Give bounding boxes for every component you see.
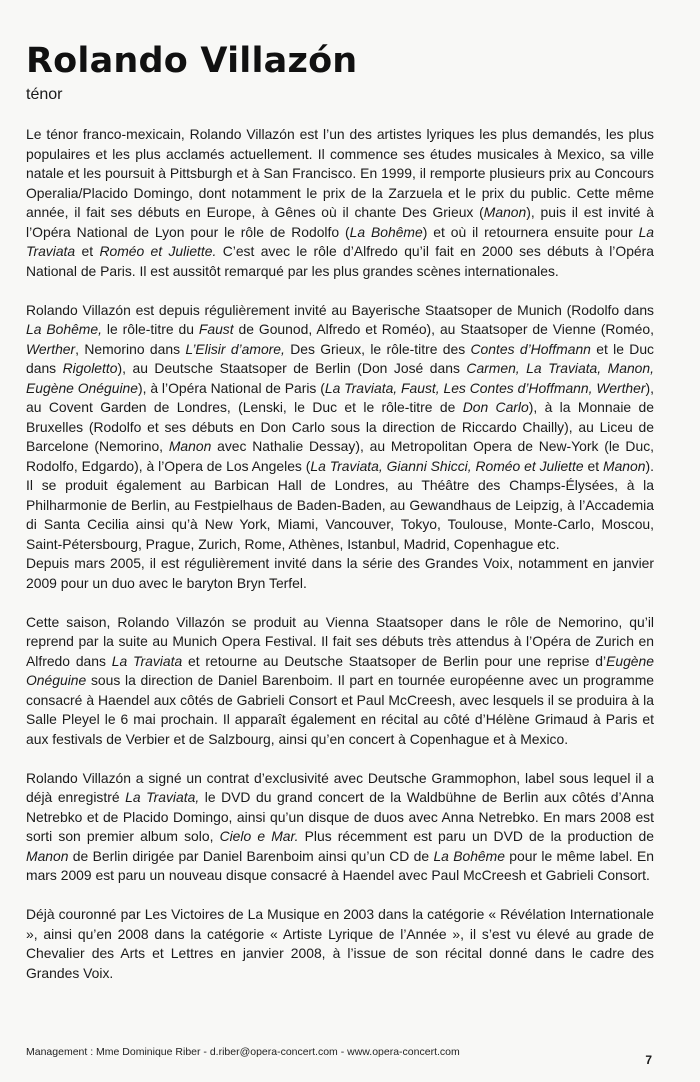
biography-page	[26, 40, 654, 1003]
text-run: et	[583, 457, 604, 474]
italic-title: Cielo e Mar.	[219, 828, 299, 844]
text-run: ), à l’Opéra National de Paris (	[138, 379, 325, 396]
italic-title: La Traviata	[26, 223, 655, 259]
biography-text	[26, 125, 654, 983]
text-run: avec Nathalie Dessay), au Metropolitan Opera de New-York (le Duc, Rodolfo, Edgardo), à l’Opera de Los Angeles (	[26, 438, 654, 474]
text-run: et le Duc dans	[26, 340, 655, 376]
italic-title: Faust	[198, 321, 234, 337]
text-run: Depuis mars 2005, il est régulièrement invité dans la série des Grandes Voix, notamment en janvier 2009 pour un duo avec le baryton Bryn Terfel.	[26, 555, 654, 591]
text-run: le DVD du grand concert de la Waldbühne de Berlin aux côtés d’Anna Netrebko et de Placido Domingo, ainsi qu’un disque de duos avec Anna Netrebko. En mars 2008 est sorti son premier album solo,	[26, 789, 654, 844]
italic-title: La Traviata,	[125, 789, 200, 805]
text-run: Plus récemment est paru un DVD de la production de	[298, 828, 654, 844]
bio-paragraph-4	[26, 613, 654, 750]
italic-title: La Bohême	[433, 847, 505, 864]
page-number: 7	[645, 1053, 652, 1067]
italic-title: La Bohême	[349, 223, 423, 240]
italic-title: Roméo et Juliette.	[99, 243, 217, 259]
bio-paragraph-3	[26, 554, 654, 593]
italic-title: Rigoletto	[62, 360, 118, 376]
text-run: Déjà couronné par Les Victoires de La Musique en 2003 dans la catégorie « Révélation Internationale », ainsi qu’en 2008 dans la catégorie « Artiste Lyrique de l’Année », il s’est vu élevé au grade de Chevalier des Arts et Lettres en janvier 2008, à l’issue de son récital donné dans le cadre des Grandes Voix.	[26, 906, 654, 981]
text-run: Rolando Villazón a signé un contrat d’exclusivité avec Deutsche Grammophon, label sous lequel il a déjà enregistré	[26, 769, 654, 805]
text-run: ), au Deutsche Staatsoper de Berlin (Don José dans	[117, 360, 467, 376]
italic-title: Manon	[168, 438, 212, 454]
text-run: Rolando Villazón est depuis régulièrement invité au Bayerische Staatsoper de Munich (Rodolfo dans	[26, 301, 654, 318]
italic-title: Contes d’Hoffmann	[470, 340, 591, 357]
artist-name: Rolando Villazón	[26, 41, 358, 81]
bio-paragraph-1	[26, 125, 654, 281]
text-run: ), au Covent Garden de Londres, (Lenski, le Duc et le rôle-titre de	[26, 379, 655, 415]
text-run: pour le même label. En mars 2009 est paru un nouveau disque consacré à Haendel avec Paul McCreesh et Gabrieli Consort.	[26, 847, 654, 883]
text-run: Le ténor franco-mexicain, Rolando Villazón est l’un des artistes lyriques les plus demandés, les plus populaires et les plus acclamés actuellement. Il commence ses études musicales à Mexico, sa ville natale et les poursuit à Pittsburgh et à San Francisco. En 1999, il remporte plusieurs prix au Concours Operalia/Placido Domingo, dont notamment le prix de la Zarzuela et le prix du public. Cette même année, il fait ses débuts en Europe, à Gênes où il chante Des Grieux (	[26, 126, 654, 220]
text-run: ), à la Monnaie de Bruxelles (Rodolfo et ses débuts en Don Carlo sous la direction de Riccardo Chailly), au Liceu de Barcelone (Nemorino,	[26, 399, 654, 454]
text-run: ) et où il retournera ensuite pour	[422, 223, 639, 240]
text-run: de Gounod, Alfredo et Roméo), au Staatsoper de Vienne (Roméo,	[233, 321, 654, 337]
italic-title: Manon	[603, 457, 646, 474]
text-run: de Berlin dirigée par Daniel Barenboim ainsi qu’un CD de	[68, 847, 434, 864]
text-run: et	[75, 243, 100, 259]
bio-paragraph-5	[26, 769, 654, 886]
text-run: ), puis il est invité à l’Opéra National de Lyon pour le rôle de Rodolfo (	[26, 204, 654, 240]
bio-paragraph-6	[26, 905, 654, 983]
bio-paragraph-2	[26, 301, 654, 555]
italic-title: La Bohême,	[26, 321, 102, 337]
italic-title: La Traviata	[111, 652, 183, 669]
text-run: et retourne au Deutsche Staatsoper de Berlin pour une reprise d’	[182, 652, 607, 669]
italic-title: Manon	[483, 204, 527, 220]
text-run: sous la direction de Daniel Barenboim. Il part en tournée européenne avec un programme consacré à Haendel aux côtés de Gabrieli Consort et Paul McCreesh, avec lesquels il se produira à la Salle Pleyel le 6 mai prochain. Il apparaît également en récital au côté d’Hélène Grimaud à Paris et aux festivals de Verbier et de Salzbourg, ainsi qu’en concert à Copenhague et à Mexico.	[26, 672, 654, 747]
management-footer: Management : Mme Dominique Riber - d.riber@opera-concert.com - www.opera-concert.com	[26, 1046, 460, 1058]
italic-title: Don Carlo	[462, 399, 529, 415]
text-run: , Nemorino dans	[75, 340, 186, 357]
text-run: le rôle-titre du	[101, 321, 199, 337]
voice-type: ténor	[26, 86, 63, 103]
text-run: Des Grieux, le rôle-titre des	[284, 340, 471, 357]
italic-title: Eugène Onéguine	[26, 652, 654, 688]
italic-title: L’Elisir d’amore,	[185, 340, 285, 357]
italic-title: La Traviata, Faust, Les Contes d’Hoffmann, Werther	[324, 379, 646, 396]
italic-title: La Traviata, Gianni Shicci, Roméo et Juliette	[310, 457, 584, 474]
italic-title: Carmen, La Traviata, Manon, Eugène Onéguine	[26, 360, 654, 396]
text-run: C’est avec le rôle d’Alfredo qu’il fait en 2000 ses débuts à l’Opéra National de Paris. Il est aussitôt remarqué par les plus grandes scènes internationales.	[26, 243, 655, 279]
text-run: Cette saison, Rolando Villazón se produit au Vienna Staatsoper dans le rôle de Nemorino, qu’il reprend par la suite au Munich Opera Festival. Il fait ses débuts très attendus à l’Opéra de Zurich en Alfredo dans	[26, 613, 654, 669]
text-run: ). Il se produit également au Barbican Hall de Londres, au Théâtre des Champs-Élysées, à la Philharmonie de Berlin, au Festpielhaus de Baden-Baden, au Gewandhaus de Leipzig, à l’Accademia di Santa Cecilia ainsi qu’à New York, Miami, Vancouver, Tokyo, Toulouse, Monte-Carlo, Moscou, Saint-Pétersbourg, Prague, Zurich, Rome, Athènes, Istanbul, Madrid, Copenhague etc.	[26, 457, 654, 552]
italic-title: Manon	[26, 847, 69, 864]
italic-title: Werther	[26, 340, 76, 357]
